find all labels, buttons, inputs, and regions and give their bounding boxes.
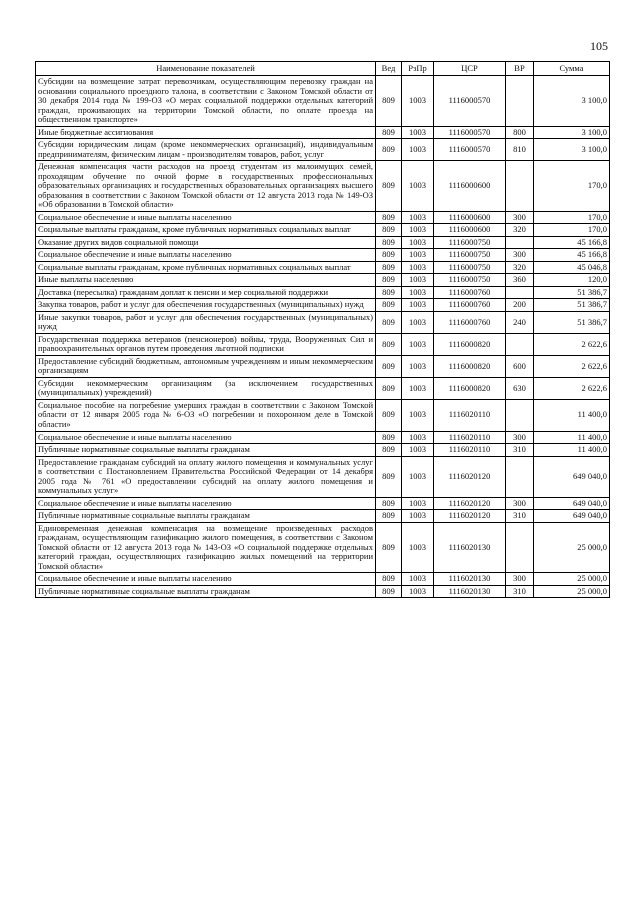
row-rzpr: 1003 (402, 444, 434, 457)
row-sum: 25 000,0 (534, 573, 610, 586)
row-sum: 649 040,0 (534, 456, 610, 497)
budget-table (35, 61, 610, 598)
row-rzpr: 1003 (402, 431, 434, 444)
row-vr (506, 76, 534, 127)
row-name: Субсидии некоммерческим организациям (за исключением государственных (муниципальных) учреждений) (36, 377, 376, 399)
row-csr: 1116000570 (434, 126, 506, 139)
row-csr: 1116020130 (434, 522, 506, 573)
row-sum: 51 386,7 (534, 286, 610, 299)
row-name: Иные выплаты населению (36, 274, 376, 287)
header-rzpr: РзПр (402, 62, 434, 76)
table-row (36, 311, 610, 333)
row-name: Социальное обеспечение и иные выплаты населению (36, 249, 376, 262)
row-sum: 11 400,0 (534, 444, 610, 457)
row-vr: 320 (506, 224, 534, 237)
row-name: Публичные нормативные социальные выплаты гражданам (36, 585, 376, 598)
row-ved: 809 (376, 399, 402, 431)
row-vr: 360 (506, 274, 534, 287)
table-row (36, 274, 610, 287)
row-csr: 1116000760 (434, 286, 506, 299)
row-csr: 1116020110 (434, 399, 506, 431)
row-ved: 809 (376, 224, 402, 237)
row-vr: 300 (506, 573, 534, 586)
row-name: Социальные выплаты гражданам, кроме публичных нормативных социальных выплат (36, 261, 376, 274)
row-rzpr: 1003 (402, 497, 434, 510)
row-rzpr: 1003 (402, 236, 434, 249)
row-vr (506, 522, 534, 573)
table-row (36, 522, 610, 573)
row-rzpr: 1003 (402, 249, 434, 262)
row-sum: 170,0 (534, 161, 610, 212)
row-csr: 1116020130 (434, 585, 506, 598)
row-csr: 1116000750 (434, 261, 506, 274)
row-csr: 1116000820 (434, 355, 506, 377)
row-name: Государственная поддержка ветеранов (пенсионеров) войны, труда, Вооруженных Сил и правоохранительных органов путем проведения льготной подписки (36, 333, 376, 355)
row-csr: 1116000820 (434, 333, 506, 355)
row-sum: 2 622,6 (534, 355, 610, 377)
row-rzpr: 1003 (402, 311, 434, 333)
header-sum: Сумма (534, 62, 610, 76)
row-ved: 809 (376, 299, 402, 312)
row-ved: 809 (376, 377, 402, 399)
row-sum: 11 400,0 (534, 399, 610, 431)
row-rzpr: 1003 (402, 456, 434, 497)
row-vr: 320 (506, 261, 534, 274)
row-ved: 809 (376, 333, 402, 355)
row-sum: 45 046,8 (534, 261, 610, 274)
table-row (36, 299, 610, 312)
row-name: Доставка (пересылка) гражданам доплат к пенсии и мер социальной поддержки (36, 286, 376, 299)
row-csr: 1116000750 (434, 236, 506, 249)
row-ved: 809 (376, 510, 402, 523)
row-name: Социальное обеспечение и иные выплаты населению (36, 431, 376, 444)
row-vr: 300 (506, 211, 534, 224)
row-rzpr: 1003 (402, 573, 434, 586)
row-rzpr: 1003 (402, 126, 434, 139)
row-sum: 170,0 (534, 224, 610, 237)
row-name: Предоставление субсидий бюджетным, автономным учреждениям и иным некоммерческим организациям (36, 355, 376, 377)
row-csr: 1116000600 (434, 211, 506, 224)
row-ved: 809 (376, 286, 402, 299)
row-vr: 200 (506, 299, 534, 312)
row-name: Субсидии юридическим лицам (кроме некоммерческих организаций), индивидуальным предпринимателям, физическим лицам - производителям товаров, работ, услуг (36, 139, 376, 161)
row-sum: 120,0 (534, 274, 610, 287)
row-rzpr: 1003 (402, 399, 434, 431)
row-rzpr: 1003 (402, 261, 434, 274)
row-rzpr: 1003 (402, 286, 434, 299)
table-header-row (36, 62, 610, 76)
row-sum: 25 000,0 (534, 522, 610, 573)
row-name: Единовременная денежная компенсация на возмещение произведенных расходов гражданам, осуществляющим газификацию жилого помещения, в соответствии с Законом Томской области от 12 августа 2013 года № 143-ОЗ «О социальной поддержке отдельных категорий граждан, осуществляющих газификацию жилых помещений на территории Томской области» (36, 522, 376, 573)
row-ved: 809 (376, 311, 402, 333)
row-csr: 1116000570 (434, 139, 506, 161)
row-ved: 809 (376, 236, 402, 249)
row-csr: 1116020110 (434, 431, 506, 444)
table-row (36, 573, 610, 586)
row-name: Закупка товаров, работ и услуг для обеспечения государственных (муниципальных) нужд (36, 299, 376, 312)
row-rzpr: 1003 (402, 299, 434, 312)
row-sum: 11 400,0 (534, 431, 610, 444)
row-ved: 809 (376, 444, 402, 457)
row-sum: 649 040,0 (534, 510, 610, 523)
row-vr: 310 (506, 510, 534, 523)
row-rzpr: 1003 (402, 377, 434, 399)
row-sum: 45 166,8 (534, 236, 610, 249)
row-vr: 600 (506, 355, 534, 377)
table-row (36, 355, 610, 377)
row-name: Предоставление гражданам субсидий на оплату жилого помещения и коммунальных услуг в соответствии с Постановлением Правительства Российской Федерации от 14 декабря 2005 года № 761 «О предоставлении субсидий на оплату жилого помещения и коммунальных услуг» (36, 456, 376, 497)
row-name: Оказание других видов социальной помощи (36, 236, 376, 249)
row-sum: 3 100,0 (534, 126, 610, 139)
row-csr: 1116000750 (434, 249, 506, 262)
row-name: Социальное обеспечение и иные выплаты населению (36, 211, 376, 224)
table-row (36, 261, 610, 274)
table-row (36, 431, 610, 444)
table-row (36, 286, 610, 299)
table-row (36, 377, 610, 399)
row-csr: 1116000570 (434, 76, 506, 127)
row-name: Субсидии на возмещение затрат перевозчикам, осуществляющим перевозку граждан на основании социального проездного талона, в соответствии с Законом Томской области от 30 декабря 2014 года № 199-ОЗ «О мерах социальной поддержки отдельных категорий граждан, проживающих на территории Томской области, по оплате проезда на общественном транспорте» (36, 76, 376, 127)
page-number: 105 (590, 39, 608, 53)
table-row (36, 249, 610, 262)
row-ved: 809 (376, 355, 402, 377)
row-ved: 809 (376, 249, 402, 262)
row-csr: 1116020110 (434, 444, 506, 457)
row-sum: 649 040,0 (534, 497, 610, 510)
table-row (36, 444, 610, 457)
row-rzpr: 1003 (402, 274, 434, 287)
row-ved: 809 (376, 76, 402, 127)
table-row (36, 224, 610, 237)
row-rzpr: 1003 (402, 224, 434, 237)
header-csr: ЦСР (434, 62, 506, 76)
row-sum: 170,0 (534, 211, 610, 224)
row-name: Иные бюджетные ассигнования (36, 126, 376, 139)
row-rzpr: 1003 (402, 161, 434, 212)
row-vr: 800 (506, 126, 534, 139)
row-csr: 1116000760 (434, 311, 506, 333)
row-vr (506, 286, 534, 299)
row-vr: 630 (506, 377, 534, 399)
header-name: Наименование показателей (36, 62, 376, 76)
row-vr: 300 (506, 431, 534, 444)
row-rzpr: 1003 (402, 211, 434, 224)
table-row (36, 126, 610, 139)
row-ved: 809 (376, 497, 402, 510)
row-csr: 1116020120 (434, 510, 506, 523)
row-vr: 300 (506, 497, 534, 510)
row-name: Социальное обеспечение и иные выплаты населению (36, 497, 376, 510)
row-sum: 51 386,7 (534, 299, 610, 312)
row-vr: 300 (506, 249, 534, 262)
row-vr: 310 (506, 444, 534, 457)
header-vr: ВР (506, 62, 534, 76)
row-csr: 1116020120 (434, 456, 506, 497)
table-row (36, 211, 610, 224)
row-vr (506, 456, 534, 497)
row-ved: 809 (376, 431, 402, 444)
table-row (36, 456, 610, 497)
row-vr (506, 399, 534, 431)
row-csr: 1116020120 (434, 497, 506, 510)
row-name: Публичные нормативные социальные выплаты гражданам (36, 510, 376, 523)
row-name: Социальное пособие на погребение умерших граждан в соответствии с Законом Томской области от 12 января 2005 года № 6-ОЗ «О погребении и похоронном деле в Томской области» (36, 399, 376, 431)
row-csr: 1116000600 (434, 224, 506, 237)
row-ved: 809 (376, 274, 402, 287)
row-vr (506, 333, 534, 355)
row-ved: 809 (376, 139, 402, 161)
row-csr: 1116000820 (434, 377, 506, 399)
row-name: Социальное обеспечение и иные выплаты населению (36, 573, 376, 586)
row-ved: 809 (376, 211, 402, 224)
row-rzpr: 1003 (402, 139, 434, 161)
row-ved: 809 (376, 585, 402, 598)
row-vr: 240 (506, 311, 534, 333)
table-row (36, 510, 610, 523)
row-sum: 3 100,0 (534, 139, 610, 161)
row-ved: 809 (376, 261, 402, 274)
row-vr (506, 161, 534, 212)
table-row (36, 236, 610, 249)
row-ved: 809 (376, 126, 402, 139)
row-name: Иные закупки товаров, работ и услуг для обеспечения государственных (муниципальных) нужд (36, 311, 376, 333)
row-vr: 310 (506, 585, 534, 598)
row-csr: 1116020130 (434, 573, 506, 586)
table-row (36, 497, 610, 510)
table-body (36, 76, 610, 598)
row-sum: 2 622,6 (534, 333, 610, 355)
row-ved: 809 (376, 573, 402, 586)
table-row (36, 585, 610, 598)
row-name: Денежная компенсация части расходов на проезд студентам из малоимущих семей, проходящим обучение по очной форме в государственных профессиональных образовательных организациях и государственных образовательных организациях высшего образования в соответствии с Законом Томской области от 12 августа 2013 года № 149-ОЗ «Об образовании в Томской области» (36, 161, 376, 212)
table-row (36, 76, 610, 127)
header-ved: Вед (376, 62, 402, 76)
row-csr: 1116000760 (434, 299, 506, 312)
row-sum: 25 000,0 (534, 585, 610, 598)
row-sum: 45 166,8 (534, 249, 610, 262)
row-rzpr: 1003 (402, 510, 434, 523)
row-sum: 51 386,7 (534, 311, 610, 333)
table-row (36, 399, 610, 431)
row-rzpr: 1003 (402, 355, 434, 377)
row-name: Социальные выплаты гражданам, кроме публичных нормативных социальных выплат (36, 224, 376, 237)
row-vr (506, 236, 534, 249)
table-row (36, 333, 610, 355)
row-rzpr: 1003 (402, 585, 434, 598)
row-ved: 809 (376, 456, 402, 497)
row-vr: 810 (506, 139, 534, 161)
row-rzpr: 1003 (402, 76, 434, 127)
row-sum: 3 100,0 (534, 76, 610, 127)
row-rzpr: 1003 (402, 333, 434, 355)
row-csr: 1116000600 (434, 161, 506, 212)
row-sum: 2 622,6 (534, 377, 610, 399)
row-name: Публичные нормативные социальные выплаты гражданам (36, 444, 376, 457)
row-ved: 809 (376, 522, 402, 573)
table-row (36, 161, 610, 212)
row-csr: 1116000750 (434, 274, 506, 287)
row-rzpr: 1003 (402, 522, 434, 573)
table-row (36, 139, 610, 161)
row-ved: 809 (376, 161, 402, 212)
